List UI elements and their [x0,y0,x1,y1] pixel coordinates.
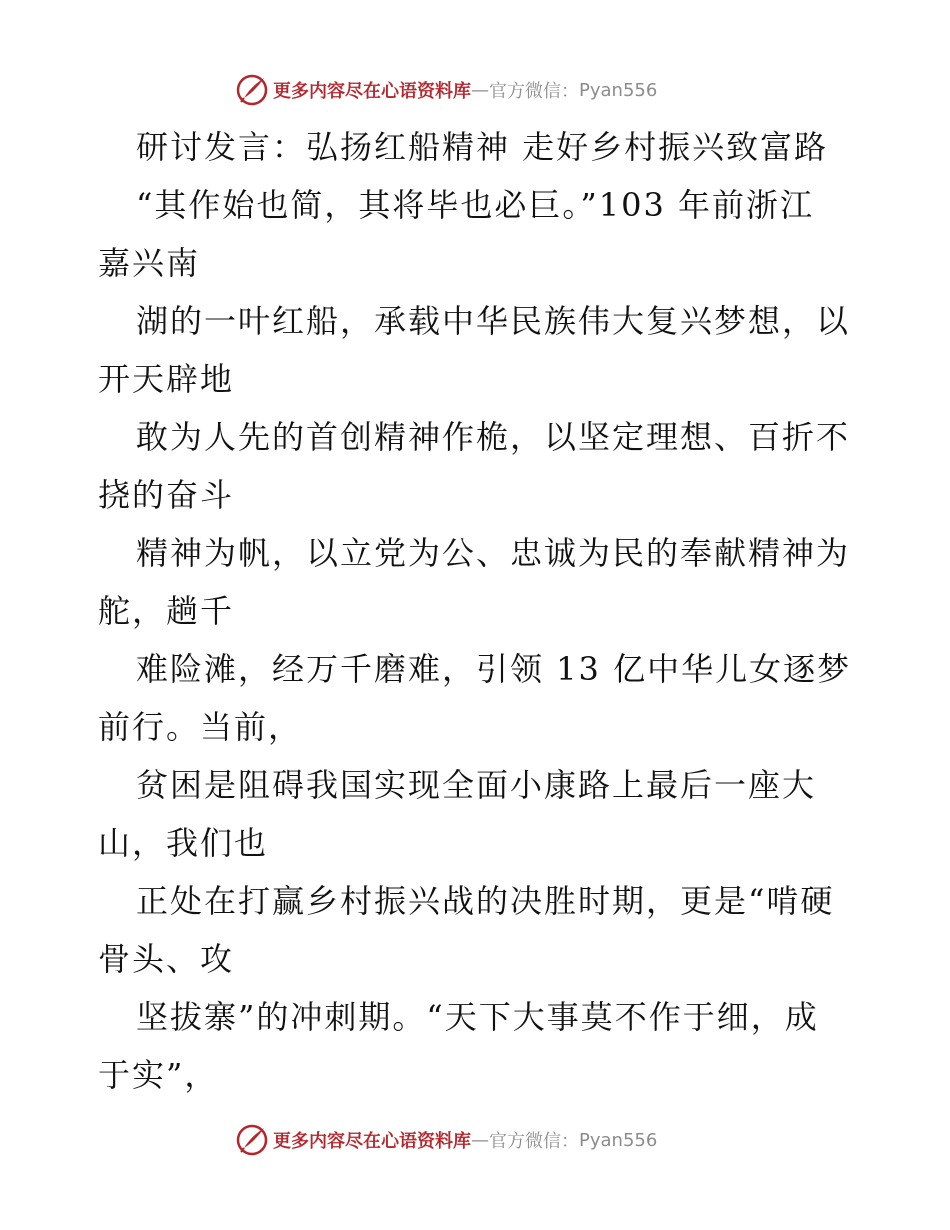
text-line: 湖的一叶红船，承载中华民族伟大复兴梦想，以 [136,302,851,340]
text-line: 难险滩，经万千磨难，引领 13 亿中华儿女逐梦 [136,650,852,688]
text-line: 挠的奋斗 [98,476,235,514]
text-line: 嘉兴南 [98,244,201,282]
footer-banner [235,1122,715,1158]
banner-wechat-id: Pyan556 [579,1129,658,1151]
text-line: 精神为帆，以立党为公、忠诚为民的奉献精神为 [136,534,851,572]
text-line: 贫困是阻碍我国实现全面小康路上最后一座大 [136,766,817,804]
text-line: 山，我们也 [98,824,269,862]
header-banner [235,72,715,108]
text-line: 敢为人先的首创精神作桅，以坚定理想、百折不 [136,418,851,456]
text-line: “其作始也简，其将毕也必巨。”103 年前浙江 [136,186,814,224]
banner-text [273,1127,657,1153]
banner-site-text: 更多内容尽在心语资料库 [273,1131,471,1152]
text-line: 开天辟地 [98,360,235,398]
text-line: 前行。当前， [98,708,303,746]
text-line: 于实”， [98,1056,219,1094]
document-title: 研讨发言：弘扬红船精神 走好乡村振兴致富路 [136,128,829,166]
banner-wechat-id: Pyan556 [579,79,658,101]
feather-pen-logo-icon [235,73,269,107]
banner-separator: — [471,79,489,101]
banner-text [273,77,657,103]
banner-separator: — [471,1129,489,1151]
text-line: 坚拔寨”的冲刺期。“天下大事莫不作于细，成 [136,998,819,1036]
document-body [98,118,858,1104]
text-line: 骨头、攻 [98,940,235,978]
banner-wechat-label: 官方微信： [489,81,579,102]
banner-wechat-label: 官方微信： [489,1131,579,1152]
feather-pen-logo-icon [235,1123,269,1157]
text-line: 正处在打赢乡村振兴战的决胜时期，更是“啃硬 [136,882,835,920]
text-line: 舵，趟千 [98,592,235,630]
banner-site-text: 更多内容尽在心语资料库 [273,81,471,102]
